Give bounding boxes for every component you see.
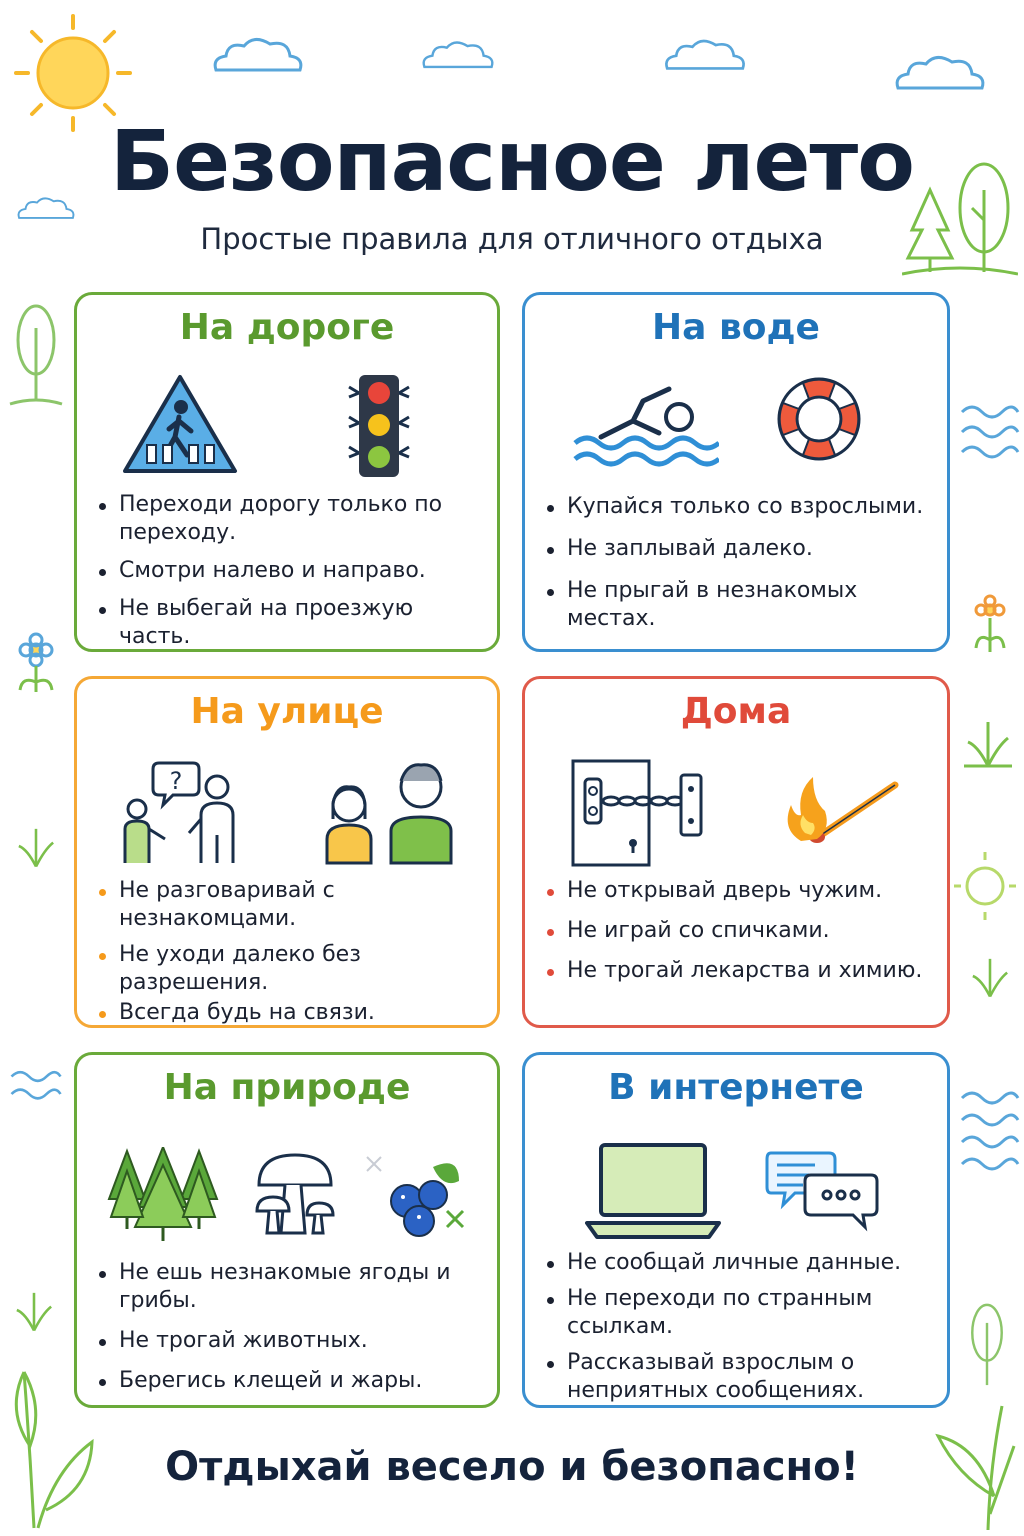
rule-item: Не выбегай на проезжую часть. [119,595,479,651]
card-nature [74,1052,500,1408]
rule-item: Не ешь незнакомые ягоды и грибы. [119,1259,479,1315]
rule-item: Не прыгай в незнакомых местах. [567,577,929,633]
flower-icon [12,632,60,696]
card-home [522,676,950,1028]
mushrooms-icon [253,1149,339,1243]
card-title: На природе [163,1067,411,1108]
stranger-talking-icon [117,759,257,867]
flower-icon [966,592,1014,656]
cloud-icon [890,50,990,95]
forest-icon [105,1147,221,1243]
grass-icon [12,820,60,872]
card-title: На улице [190,691,384,732]
cloud-icon [208,32,308,77]
card-internet [522,1052,950,1408]
trusted-adults-icon [317,747,457,865]
card-water [522,292,950,652]
rule-item: Купайся только со взрослыми. [567,493,929,521]
rule-item: Не заплывай далеко. [567,535,929,563]
burning-match-icon [777,767,901,853]
rule-item: Всегда будь на связи. [119,999,479,1027]
rule-item: Не сообщай личные данные. [567,1249,929,1277]
poster-footer: Отдыхай весело и безопасно! [165,1444,859,1490]
poster-title: Безопасное лето [110,112,914,210]
rule-item: Не переходи по странным ссылкам. [567,1285,929,1341]
card-title: Дома [680,691,792,732]
cloud-icon [660,32,750,77]
sun-outline-icon [952,846,1018,926]
card-street [74,676,500,1028]
grass-icon [10,1284,58,1336]
rule-item: Смотри налево и направо. [119,557,479,585]
pedestrian-crossing-sign-icon [121,373,239,477]
tree-icon [8,300,64,410]
rule-item: Не трогай лекарства и химию. [567,957,929,985]
door-chain-icon [569,759,709,867]
rule-item: Не трогай животных. [119,1327,479,1355]
waves-icon [8,1066,64,1122]
cloud-icon [418,32,498,77]
rule-item: Не открывай дверь чужим. [567,877,929,905]
rule-item: Не уходи далеко без разрешения. [119,941,479,997]
grass-icon [966,950,1014,1002]
lifebuoy-icon [773,373,865,465]
grass-icon [960,716,1016,768]
traffic-light-icon [343,373,415,479]
berries-icon [363,1153,467,1241]
card-title: На дороге [179,307,395,348]
chat-bubbles-icon [765,1149,881,1233]
waves-icon [960,1086,1020,1176]
laptop-icon [585,1141,721,1241]
card-road [74,292,500,652]
rule-item: Переходи дорогу только по переходу. [119,491,479,547]
svg-text:?: ? [169,767,183,795]
rule-item: Берегись клещей и жары. [119,1367,479,1395]
waves-icon [960,400,1020,464]
rule-item: Не играй со спичками. [567,917,929,945]
rule-item: Не разговаривай с незнакомцами. [119,877,479,933]
card-title: На воде [652,307,820,348]
poster-subtitle: Простые правила для отличного отдыха [200,222,824,256]
card-title: В интернете [608,1067,864,1108]
swimmer-icon [573,381,719,467]
rule-item: Рассказывай взрослым о неприятных сообщениях. [567,1349,929,1405]
tree-icon [962,1300,1012,1390]
